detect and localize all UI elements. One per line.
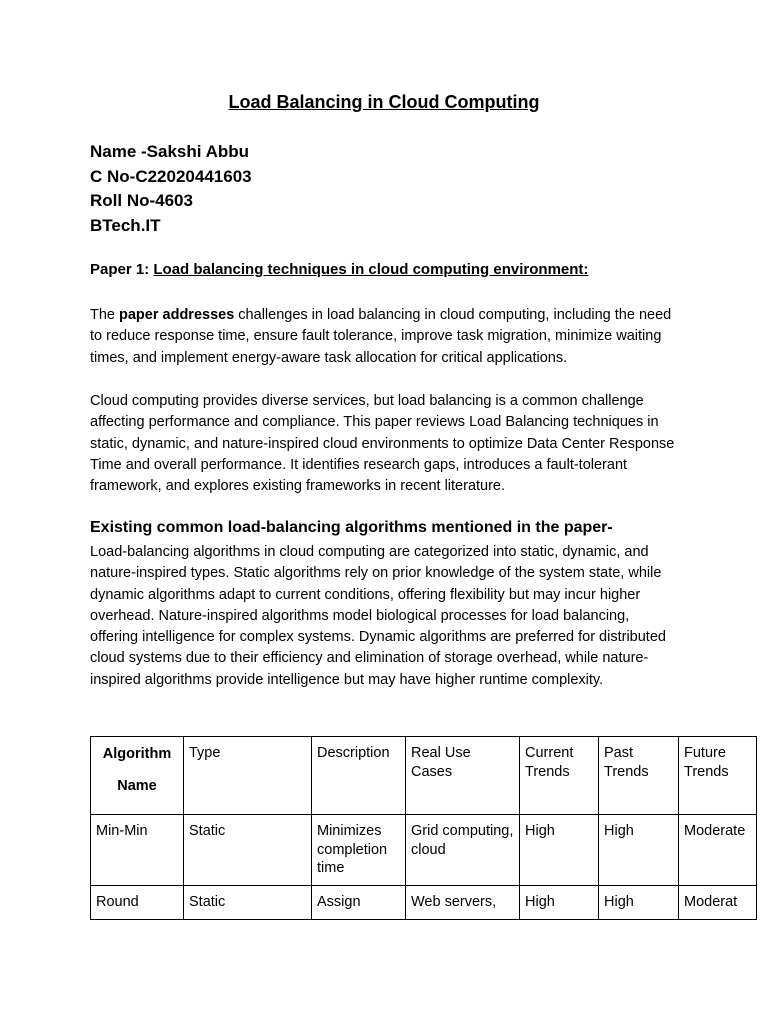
- author-program: BTech.IT: [90, 216, 161, 236]
- document-title: Load Balancing in Cloud Computing: [228, 92, 540, 112]
- table-cell: Static: [184, 815, 312, 886]
- author-c-number: C No-C22020441603: [90, 166, 252, 186]
- table-header-cell: Description: [312, 737, 406, 815]
- table-cell: Min-Min: [91, 815, 184, 886]
- paragraph-1-rest: challenges in load balancing in cloud computing, including the need to reduce response time, ensure fault tolerance, improve task migration, minimize waiting times, and implement energy-aware task allocation for critical applications.: [90, 307, 672, 366]
- table-header-cell: Past Trends: [599, 737, 679, 815]
- table-header-row: [91, 737, 757, 815]
- table-cell: Moderat: [679, 886, 757, 920]
- table-cell: High: [599, 886, 679, 920]
- table-cell: Assign: [312, 886, 406, 920]
- paragraph-2: Cloud computing provides diverse services, but load balancing is a common challenge affecting performance and compliance. This paper reviews Load Balancing techniques in static, dynamic, and nature-inspired cloud environments to optimize Data Center Response Time and overall performance. It identifies research gaps, introduces a fault-tolerant framework, and explores existing frameworks in recent literature.: [90, 393, 675, 495]
- paragraph-1: [90, 305, 680, 369]
- section-heading: Existing common load-balancing algorithms mentioned in the paper-: [90, 519, 613, 536]
- table-cell: Minimizes completion time: [312, 815, 406, 886]
- table-cell: Web servers,: [406, 886, 520, 920]
- table-header-cell: Type: [184, 737, 312, 815]
- table-cell: Round: [91, 886, 184, 920]
- paragraph-1-start: The: [90, 307, 120, 323]
- paragraph-1-bold: paper addresses: [119, 307, 235, 323]
- table-row: [91, 815, 757, 886]
- paper-heading-title: Load balancing techniques in cloud computing environment:: [153, 261, 589, 278]
- table-cell: High: [520, 886, 599, 920]
- table-header-cell: Real Use Cases: [406, 737, 520, 815]
- author-info: [90, 140, 252, 239]
- table-cell: High: [599, 815, 679, 886]
- table-cell: Static: [184, 886, 312, 920]
- paper-heading-prefix: Paper 1:: [90, 261, 154, 278]
- table-row: [91, 886, 757, 920]
- paper-heading: [90, 261, 588, 278]
- author-name: Name -Sakshi Abbu: [90, 142, 250, 161]
- author-roll-number: Roll No-4603: [90, 191, 193, 211]
- table-cell: Grid computing, cloud: [406, 815, 520, 886]
- algorithms-table: [90, 736, 757, 920]
- table-cell: Moderate: [679, 815, 757, 886]
- table-header-cell: Algorithm Name: [91, 737, 184, 815]
- table-cell: High: [520, 815, 599, 886]
- paragraph-3: Load-balancing algorithms in cloud computing are categorized into static, dynamic, and nature-inspired types. Static algorithms rely on prior knowledge of the system state, while dynamic algorithms adapt to current conditions, offering flexibility but may incur higher overhead. Nature-inspired algorithms model biological processes for load balancing, offering intelligence for complex systems. Dynamic algorithms are preferred for distributed cloud systems due to their efficiency and elimination of storage overhead, while nature-inspired algorithms provide intelligence but may have higher runtime complexity.: [90, 544, 666, 688]
- table-header-cell: Current Trends: [520, 737, 599, 815]
- table-header-cell: Future Trends: [679, 737, 757, 815]
